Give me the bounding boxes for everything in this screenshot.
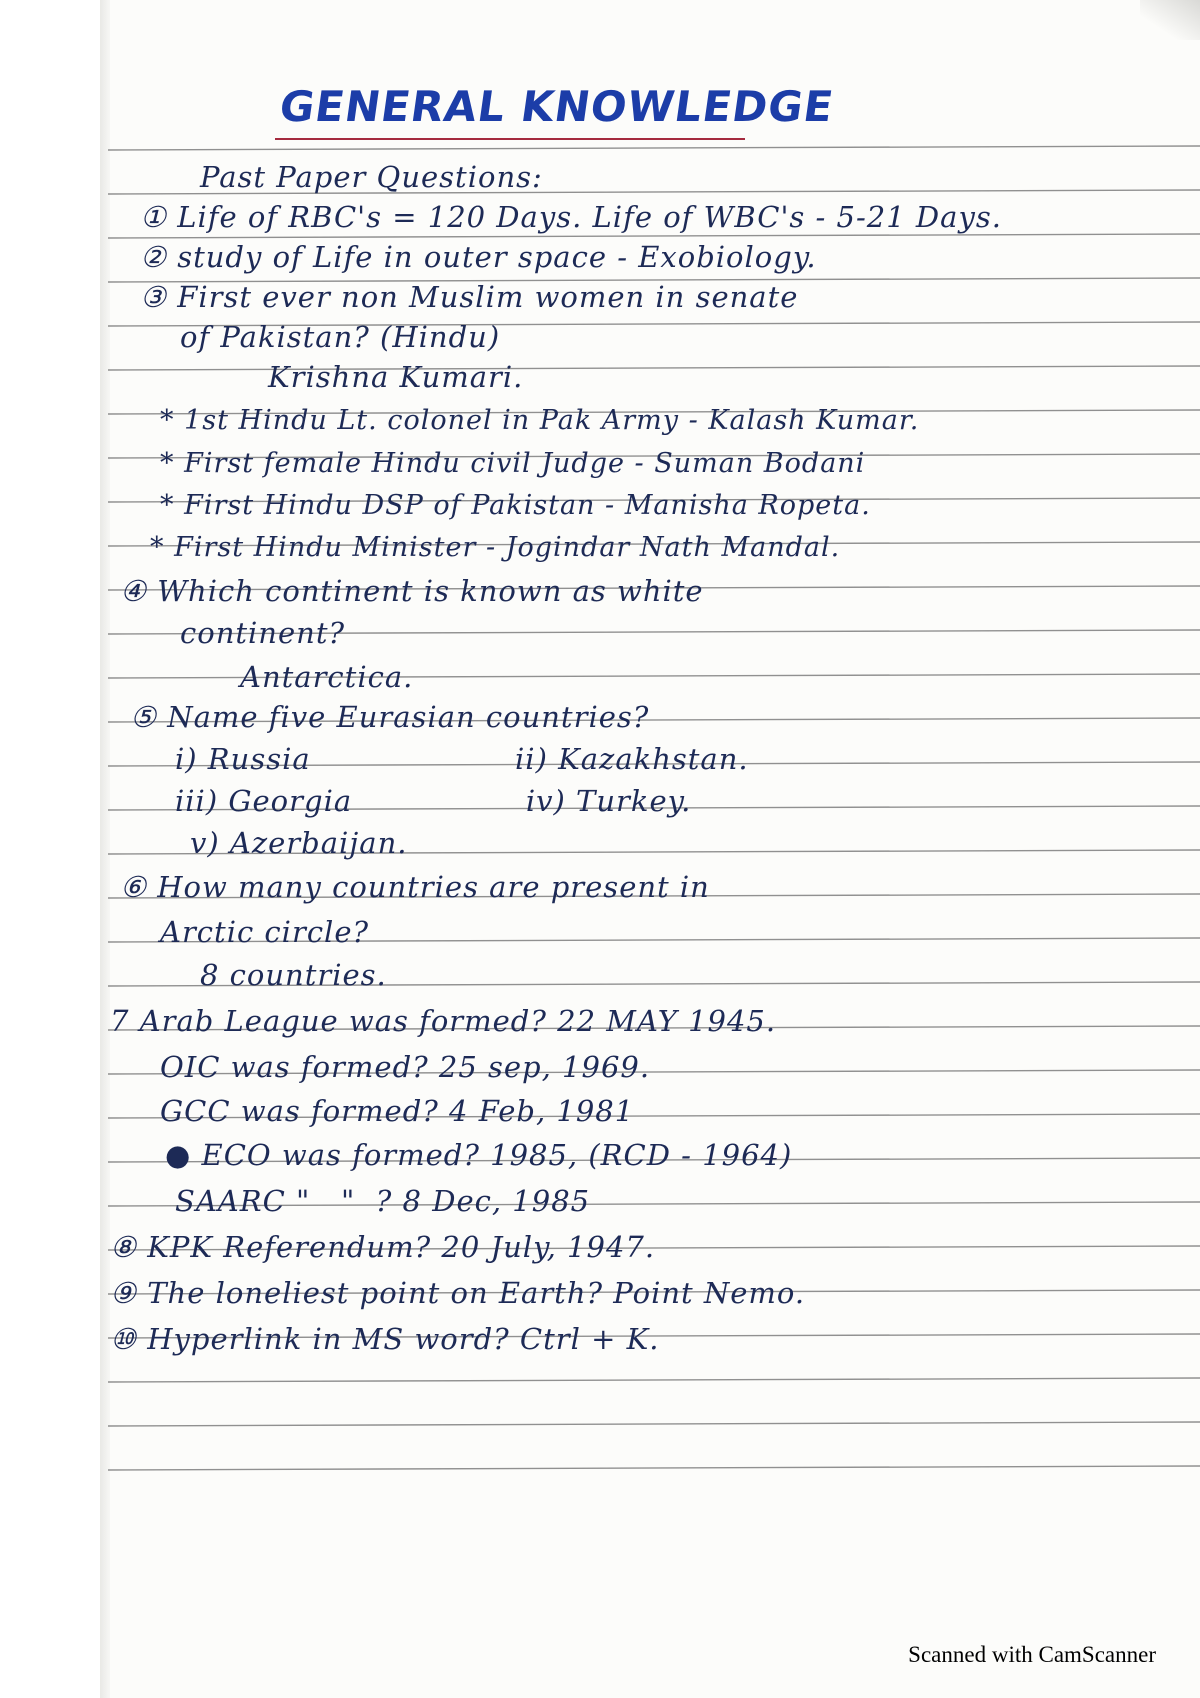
note-line: Antarctica. [240, 660, 414, 694]
note-line: GCC was formed? 4 Feb, 1981 [160, 1094, 635, 1128]
ruled-line [108, 146, 1200, 150]
title-underline [275, 138, 745, 140]
note-line: v) Azerbaijan. [190, 826, 408, 860]
note-line: ⑨ The loneliest point on Earth? Point Nemo. [110, 1276, 806, 1310]
note-line: of Pakistan? (Hindu) [180, 320, 501, 354]
note-line: ② study of Life in outer space - Exobiology. [140, 240, 817, 274]
note-line: * 1st Hindu Lt. colonel in Pak Army - Kalash Kumar. [160, 405, 920, 436]
note-line: * First Hindu DSP of Pakistan - Manisha Ropeta. [160, 490, 871, 521]
ruled-line [108, 1378, 1200, 1382]
ruled-line [108, 1466, 1200, 1470]
scanner-watermark: Scanned with CamScanner [908, 1642, 1156, 1667]
note-line: * First Hindu Minister - Jogindar Nath Mandal. [150, 532, 841, 563]
note-line: ⑥ How many countries are present in [120, 870, 710, 904]
note-line: OIC was formed? 25 sep, 1969. [160, 1050, 651, 1084]
ruled-line [108, 1422, 1200, 1426]
note-line: 8 countries. [200, 958, 387, 992]
note-line: ⑧ KPK Referendum? 20 July, 1947. [110, 1230, 656, 1264]
note-line: ③ First ever non Muslim women in senate [140, 280, 799, 314]
note-line: * First female Hindu civil Judge - Suman Bodani [160, 448, 866, 479]
note-line: Arctic circle? [160, 915, 370, 949]
note-line: ① Life of RBC's = 120 Days. Life of WBC's - 5-21 Days. [140, 200, 1002, 234]
note-line: SAARC " " ? 8 Dec, 1985 [175, 1184, 591, 1218]
note-line: 7 Arab League was formed? 22 MAY 1945. [110, 1004, 777, 1038]
note-line: ⑩ Hyperlink in MS word? Ctrl + K. [110, 1322, 660, 1356]
note-line: ● ECO was formed? 1985, (RCD - 1964) [165, 1138, 793, 1172]
note-line: i) Russia ii) Kazakhstan. [175, 742, 749, 776]
page-title: GENERAL KNOWLEDGE [276, 82, 837, 131]
note-line: Krishna Kumari. [268, 360, 524, 394]
section-label: Past Paper Questions: [200, 160, 543, 194]
note-line: iii) Georgia iv) Turkey. [175, 784, 692, 818]
note-line: ⑤ Name five Eurasian countries? [130, 700, 650, 734]
note-line: ④ Which continent is known as white [120, 574, 704, 608]
note-line: continent? [180, 616, 346, 650]
